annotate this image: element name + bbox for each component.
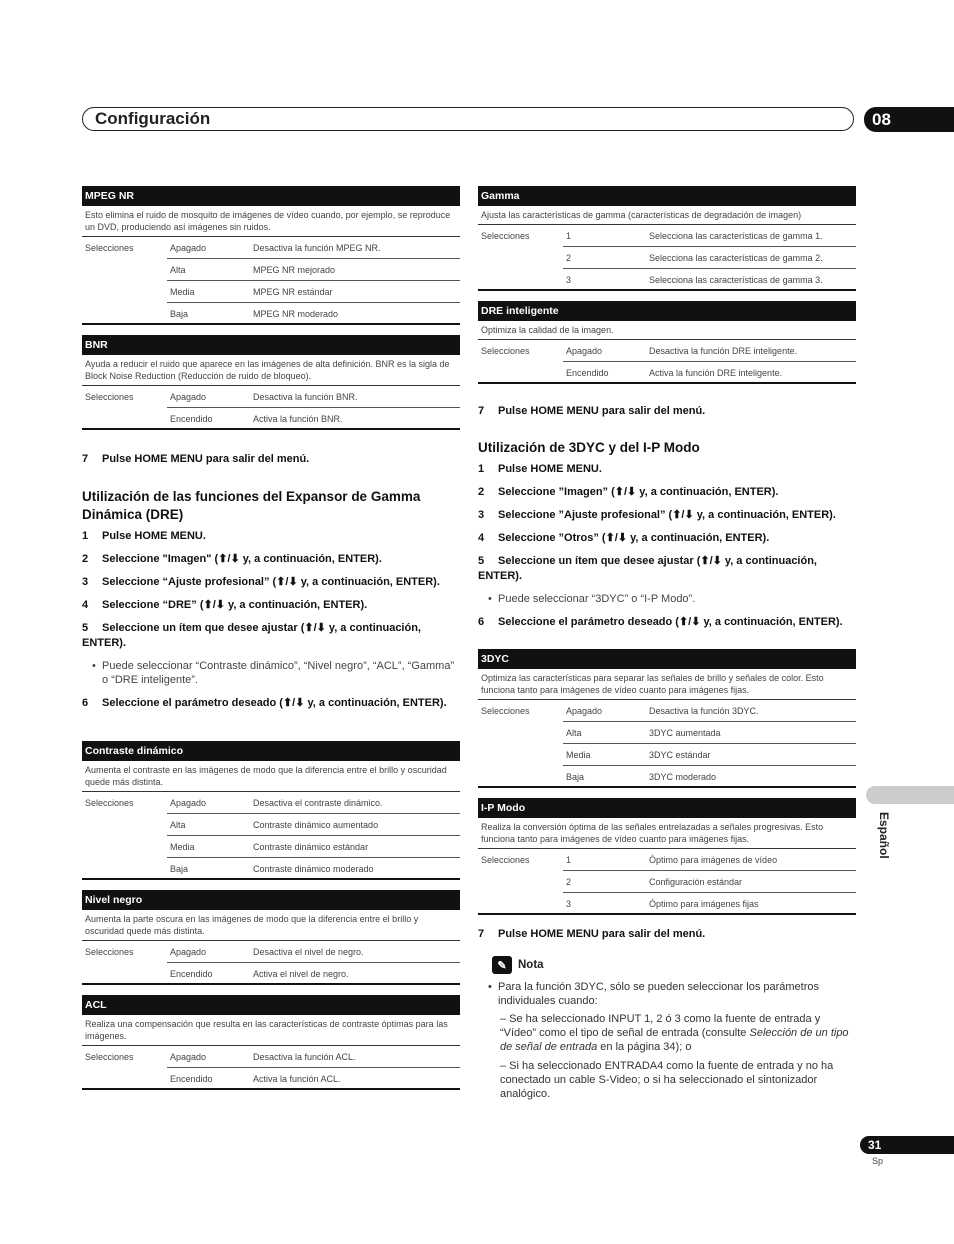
table-description: Aumenta la parte oscura en las imágenes de modo que la diferencia entre el brillo y oscuridad quede más distinta. bbox=[82, 910, 460, 941]
table-cell: Activa la función ACL. bbox=[250, 1068, 460, 1090]
table-cell: 1 bbox=[563, 225, 646, 247]
note-heading: ✎ Nota bbox=[478, 956, 856, 974]
step-item: 2 Seleccione "Imagen" (⬆/⬇ y, a continuación, ENTER). bbox=[82, 553, 382, 565]
table-cell: MPEG NR mejorado bbox=[250, 259, 460, 281]
table-cell: MPEG NR moderado bbox=[250, 303, 460, 325]
gamma-table bbox=[478, 186, 856, 291]
table-cell bbox=[82, 259, 167, 281]
table-cell bbox=[478, 722, 563, 744]
table-cell: Selecciona las características de gamma 1. bbox=[646, 225, 856, 247]
table-cell: Apagado bbox=[563, 340, 646, 362]
table-cell: Media bbox=[167, 836, 250, 858]
table-row bbox=[82, 1068, 460, 1090]
step-item: 5 Seleccione un ítem que desee ajustar (⬆/⬇ y, a continuación, ENTER). bbox=[82, 622, 421, 649]
table-cell: Contraste dinámico estándar bbox=[250, 836, 460, 858]
table-cell: Selecciona las características de gamma 2. bbox=[646, 247, 856, 269]
table-row bbox=[478, 340, 856, 362]
bullet-note: • Puede seleccionar “Contraste dinámico”, “Nivel negro”, “ACL”, “Gamma” o “DRE inteligente”. bbox=[82, 659, 460, 687]
step-item: 3 Seleccione ”Ajuste profesional” (⬆/⬇ y, a continuación, ENTER). bbox=[478, 509, 836, 521]
table-row bbox=[82, 858, 460, 880]
table-title: DRE inteligente bbox=[478, 301, 856, 321]
table-cell bbox=[478, 269, 563, 291]
table-cell: Alta bbox=[167, 814, 250, 836]
table-row bbox=[82, 836, 460, 858]
table-description: Aumenta el contraste en las imágenes de modo que la diferencia entre el brillo y oscuridad quede más distinta. bbox=[82, 761, 460, 792]
table-description: Realiza la conversión óptima de las señales entrelazadas a señales progresivas. Esto funciona tanto para imágenes de vídeo cuanto para imágenes fijas. bbox=[478, 818, 856, 849]
step-6: 6 Seleccione el parámetro deseado (⬆/⬇ y, a continuación, ENTER). bbox=[82, 697, 447, 709]
table-cell bbox=[478, 362, 563, 384]
table-cell: Apagado bbox=[167, 237, 250, 259]
table-cell bbox=[82, 836, 167, 858]
table-cell: Media bbox=[563, 744, 646, 766]
table-row bbox=[82, 792, 460, 814]
table-cell: Apagado bbox=[563, 700, 646, 722]
bnr-table bbox=[82, 335, 460, 430]
step-7b: 7 Pulse HOME MENU para salir del menú. bbox=[478, 928, 706, 940]
step-item: 2 Seleccione ”Imagen” (⬆/⬇ y, a continuación, ENTER). bbox=[478, 486, 779, 498]
table-cell: Apagado bbox=[167, 941, 250, 963]
page-number: 31 bbox=[860, 1136, 954, 1154]
table-title: Gamma bbox=[478, 186, 856, 206]
pencil-icon: ✎ bbox=[492, 956, 512, 974]
language-tab bbox=[866, 786, 954, 804]
ip-modo-table bbox=[478, 798, 856, 915]
note-paragraph-1: – Se ha seleccionado INPUT 1, 2 ó 3 como la fuente de entrada y “Vídeo” como el tipo de señal de entrada (consulte Selección de un tipo de señal de entrada en la página 34); o bbox=[500, 1013, 849, 1053]
table-cell: Media bbox=[167, 281, 250, 303]
table-cell: Selecciones bbox=[481, 346, 530, 356]
table-row bbox=[478, 744, 856, 766]
table-cell: Desactiva la función ACL. bbox=[250, 1046, 460, 1068]
table-cell: Desactiva el contraste dinámico. bbox=[250, 792, 460, 814]
table-cell bbox=[82, 963, 167, 985]
table-row bbox=[478, 871, 856, 893]
table-row bbox=[82, 814, 460, 836]
step-item: 5 Seleccione un ítem que desee ajustar (⬆/⬇ y, a continuación, ENTER). bbox=[478, 555, 817, 582]
table-cell: Baja bbox=[563, 766, 646, 788]
table-cell bbox=[82, 408, 167, 430]
table-cell: Encendido bbox=[563, 362, 646, 384]
table-cell: Apagado bbox=[167, 792, 250, 814]
table-cell: Selecciona las características de gamma 3. bbox=[646, 269, 856, 291]
chapter-number: 08 bbox=[864, 107, 954, 132]
step-item: 4 Seleccione ”Otros” (⬆/⬇ y, a continuación, ENTER). bbox=[478, 532, 770, 544]
table-cell: Contraste dinámico aumentado bbox=[250, 814, 460, 836]
table-cell: Encendido bbox=[167, 408, 250, 430]
table-cell: Selecciones bbox=[85, 947, 134, 957]
table-cell bbox=[82, 281, 167, 303]
left-column bbox=[82, 186, 460, 1090]
page-language-code: Sp bbox=[872, 1156, 884, 1166]
table-title: ACL bbox=[82, 995, 460, 1015]
table-title: Nivel negro bbox=[82, 890, 460, 910]
table-cell bbox=[478, 247, 563, 269]
table-description: Ajusta las características de gamma (características de degradación de imagen) bbox=[478, 206, 856, 225]
step-7: 7 Pulse HOME MENU para salir del menú. bbox=[82, 453, 310, 465]
table-cell bbox=[82, 1068, 167, 1090]
table-cell: Alta bbox=[563, 722, 646, 744]
table-cell: Desactiva el nivel de negro. bbox=[250, 941, 460, 963]
table-row bbox=[478, 269, 856, 291]
contraste-table bbox=[82, 741, 460, 880]
table-row bbox=[82, 303, 460, 325]
table-cell: 2 bbox=[563, 247, 646, 269]
table-cell: Desactiva la función MPEG NR. bbox=[250, 237, 460, 259]
table-description: Ayuda a reducir el ruido que aparece en las imágenes de alta definición. BNR es la sigla de Block Noise Reduction (Reducción de ruido de bloqueo). bbox=[82, 355, 460, 386]
table-cell bbox=[478, 766, 563, 788]
table-cell: Encendido bbox=[167, 963, 250, 985]
mpeg-nr-table bbox=[82, 186, 460, 325]
table-title: BNR bbox=[82, 335, 460, 355]
right-column bbox=[478, 186, 856, 1101]
table-cell: Desactiva la función BNR. bbox=[250, 386, 460, 408]
table-row bbox=[82, 941, 460, 963]
table-cell bbox=[82, 858, 167, 880]
table-row bbox=[82, 386, 460, 408]
table-cell: Baja bbox=[167, 303, 250, 325]
table-cell: Baja bbox=[167, 858, 250, 880]
table-cell: Desactiva la función 3DYC. bbox=[646, 700, 856, 722]
3dyc-steps bbox=[478, 462, 856, 584]
table-description: Realiza una compensación que resulta en las características de contraste óptimas para las imágenes. bbox=[82, 1015, 460, 1046]
table-row bbox=[82, 281, 460, 303]
table-cell bbox=[478, 893, 563, 915]
table-cell: Alta bbox=[167, 259, 250, 281]
table-row bbox=[478, 225, 856, 247]
table-cell: Encendido bbox=[167, 1068, 250, 1090]
table-cell: 3DYC aumentada bbox=[646, 722, 856, 744]
note-paragraph-2: – Si ha seleccionado ENTRADA4 como la fuente de entrada y no ha conectado un cable S-Video; o si ha seleccionado el sintonizador analógico. bbox=[500, 1060, 834, 1100]
dre-inteligente-table bbox=[478, 301, 856, 384]
table-title: Contraste dinámico bbox=[82, 741, 460, 761]
section-heading-3dyc: Utilización de 3DYC y del I-P Modo bbox=[478, 440, 700, 455]
table-cell bbox=[82, 814, 167, 836]
step-item: 4 Seleccione “DRE” (⬆/⬇ y, a continuación, ENTER). bbox=[82, 599, 368, 611]
table-row bbox=[478, 849, 856, 871]
table-row bbox=[478, 247, 856, 269]
table-row bbox=[478, 722, 856, 744]
dre-steps bbox=[82, 529, 460, 651]
table-title: I-P Modo bbox=[478, 798, 856, 818]
table-cell: MPEG NR estándar bbox=[250, 281, 460, 303]
table-cell: 2 bbox=[563, 871, 646, 893]
page-title: Configuración bbox=[95, 109, 211, 128]
acl-table bbox=[82, 995, 460, 1090]
step-item: 3 Seleccione “Ajuste profesional” (⬆/⬇ y, a continuación, ENTER). bbox=[82, 576, 440, 588]
note-bullet: • Para la función 3DYC, sólo se pueden seleccionar los parámetros individuales cuando: bbox=[478, 980, 856, 1008]
table-cell: Selecciones bbox=[85, 798, 134, 808]
step-item: 1 Pulse HOME MENU. bbox=[478, 463, 602, 475]
table-cell: Apagado bbox=[167, 386, 250, 408]
table-row bbox=[82, 1046, 460, 1068]
table-cell: 3DYC moderado bbox=[646, 766, 856, 788]
table-cell: 1 bbox=[563, 849, 646, 871]
3dyc-table bbox=[478, 649, 856, 788]
table-cell: Apagado bbox=[167, 1046, 250, 1068]
table-cell: 3 bbox=[563, 893, 646, 915]
table-cell: Selecciones bbox=[481, 706, 530, 716]
table-description: Esto elimina el ruido de mosquito de imágenes de vídeo cuando, por ejemplo, se reproduce un DVD, produciendo así imágenes sin ruidos. bbox=[82, 206, 460, 237]
table-cell: Selecciones bbox=[481, 231, 530, 241]
table-row bbox=[82, 408, 460, 430]
table-cell bbox=[478, 871, 563, 893]
table-title: MPEG NR bbox=[82, 186, 460, 206]
bullet-note: • Puede seleccionar “3DYC” o “I-P Modo”. bbox=[478, 592, 856, 606]
table-title: 3DYC bbox=[478, 649, 856, 669]
table-cell: Selecciones bbox=[85, 243, 134, 253]
step-7: 7 Pulse HOME MENU para salir del menú. bbox=[478, 405, 706, 417]
table-row bbox=[478, 362, 856, 384]
chapter-header bbox=[82, 107, 854, 131]
table-cell: Activa el nivel de negro. bbox=[250, 963, 460, 985]
table-cell: Configuración estándar bbox=[646, 871, 856, 893]
table-cell bbox=[82, 303, 167, 325]
table-description: Optimiza la calidad de la imagen. bbox=[478, 321, 856, 340]
table-cell: Selecciones bbox=[85, 392, 134, 402]
table-cell: Activa la función BNR. bbox=[250, 408, 460, 430]
section-heading-dre: Utilización de las funciones del Expansor de Gamma Dinámica (DRE) bbox=[82, 489, 421, 522]
step-6: 6 Seleccione el parámetro deseado (⬆/⬇ y, a continuación, ENTER). bbox=[478, 616, 843, 628]
table-cell: Óptimo para imágenes de vídeo bbox=[646, 849, 856, 871]
table-row bbox=[82, 259, 460, 281]
nivel-negro-table bbox=[82, 890, 460, 985]
table-row bbox=[82, 963, 460, 985]
table-cell: Activa la función DRE inteligente. bbox=[646, 362, 856, 384]
table-row bbox=[478, 766, 856, 788]
table-cell: Contraste dinámico moderado bbox=[250, 858, 460, 880]
table-cell: Óptimo para imágenes fijas bbox=[646, 893, 856, 915]
step-item: 1 Pulse HOME MENU. bbox=[82, 530, 206, 542]
table-row bbox=[478, 700, 856, 722]
table-cell: Selecciones bbox=[481, 855, 530, 865]
table-row bbox=[478, 893, 856, 915]
table-cell: Selecciones bbox=[85, 1052, 134, 1062]
language-label: Español bbox=[877, 812, 891, 859]
table-cell bbox=[478, 744, 563, 766]
table-row bbox=[82, 237, 460, 259]
table-cell: Desactiva la función DRE inteligente. bbox=[646, 340, 856, 362]
table-cell: 3 bbox=[563, 269, 646, 291]
table-cell: 3DYC estándar bbox=[646, 744, 856, 766]
table-description: Optimiza las características para separar las señales de brillo y señales de color. Esto funciona tanto para imágenes de vídeo cuanto para imágenes fijas. bbox=[478, 669, 856, 700]
